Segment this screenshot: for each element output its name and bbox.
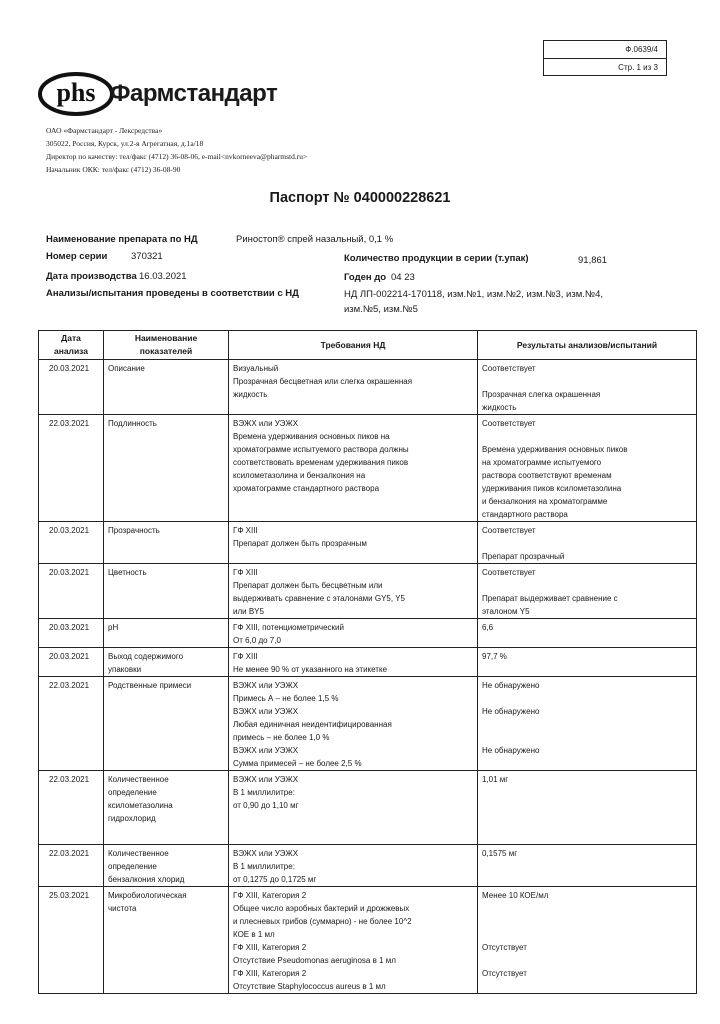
nd-reference-line2: изм.№5, изм.№5 bbox=[344, 304, 418, 315]
cell-requirements-line: Прозрачная бесцветная или слегка окрашенная bbox=[233, 377, 413, 386]
cell-requirements-line: и плесневых грибов (суммарно) - не более 10^2 bbox=[233, 917, 412, 926]
cell-result-line bbox=[482, 954, 692, 967]
cell-result-line bbox=[482, 375, 692, 388]
cell-requirements-line: Препарат должен быть прозрачным bbox=[233, 539, 367, 548]
cell-result bbox=[478, 887, 697, 994]
col-header-results: Результаты анализов/испытаний bbox=[478, 331, 697, 360]
cell-indicator-line: Микробиологическая bbox=[108, 891, 187, 900]
series-label: Номер серии bbox=[46, 251, 108, 262]
cell-indicator-line: Подлинность bbox=[108, 419, 157, 428]
company-logo bbox=[38, 70, 278, 122]
cell-indicator-line: Родственные примеси bbox=[108, 681, 192, 690]
cell-requirements-line: от 0,1275 до 0,1725 мг bbox=[233, 875, 317, 884]
cell-indicator bbox=[104, 360, 229, 415]
cell-requirements-line: ГФ XIII, Категория 2 bbox=[233, 969, 307, 978]
cell-result-line: Прозрачная слегка окрашенная bbox=[482, 390, 601, 399]
cell-requirements-line: ВЭЖХ или УЭЖХ bbox=[233, 746, 299, 755]
cell-requirements-line: Визуальный bbox=[233, 364, 279, 373]
cell-result-line: Соответствует bbox=[482, 568, 536, 577]
cell-indicator bbox=[104, 771, 229, 845]
table-row bbox=[39, 619, 697, 648]
cell-indicator bbox=[104, 522, 229, 564]
cell-result-line: эталоном Y5 bbox=[482, 607, 530, 616]
cell-requirements-line: ВЭЖХ или УЭЖХ bbox=[233, 419, 299, 428]
cell-requirements-line: Примесь А – не более 1,5 % bbox=[233, 694, 339, 703]
table-header-row bbox=[39, 331, 697, 360]
cell-indicator-line: Количественное bbox=[108, 775, 169, 784]
cell-requirements-line: Отсутствие Pseudomonas aeruginosa в 1 мл bbox=[233, 956, 396, 965]
cell-date: 22.03.2021 bbox=[39, 415, 104, 522]
table-row bbox=[39, 677, 697, 771]
cell-result-line bbox=[482, 915, 692, 928]
cell-indicator-line: определение bbox=[108, 862, 157, 871]
cell-requirements-line: От 6,0 до 7,0 bbox=[233, 636, 281, 645]
cell-result-line: стандартного раствора bbox=[482, 510, 568, 519]
cell-requirements-line: хроматограмме испытуемого раствора должны bbox=[233, 445, 409, 454]
cell-result bbox=[478, 619, 697, 648]
cell-result-line: 1,01 мг bbox=[482, 775, 509, 784]
form-code-box bbox=[543, 40, 667, 76]
cell-requirements bbox=[229, 648, 478, 677]
drug-value: Риностоп® спрей назальный, 0,1 % bbox=[236, 234, 394, 245]
cell-result-line bbox=[482, 430, 692, 443]
cell-indicator-line: Цветность bbox=[108, 568, 147, 577]
cell-result-line: Соответствует bbox=[482, 364, 536, 373]
cell-date: 20.03.2021 bbox=[39, 522, 104, 564]
cell-requirements-line: ГФ XIII bbox=[233, 568, 258, 577]
cell-result-line: Менее 10 КОЕ/мл bbox=[482, 891, 549, 900]
cell-requirements-line: Любая единичная неидентифицированная bbox=[233, 720, 392, 729]
cell-requirements bbox=[229, 845, 478, 887]
expiry-label: Годен до bbox=[344, 272, 387, 283]
cell-requirements-line: КОЕ в 1 мл bbox=[233, 930, 275, 939]
cell-indicator bbox=[104, 845, 229, 887]
cell-indicator bbox=[104, 564, 229, 619]
cell-requirements-line: ГФ XIII bbox=[233, 652, 258, 661]
quantity-value: 91,861 bbox=[578, 255, 608, 266]
cell-result-line: удерживания пиков ксилометазолина bbox=[482, 484, 622, 493]
cell-requirements-line: хроматограмме стандартного раствора bbox=[233, 484, 380, 493]
cell-requirements bbox=[229, 360, 478, 415]
cell-requirements bbox=[229, 771, 478, 845]
cell-result-line bbox=[482, 928, 692, 941]
cell-result-line: Препарат прозрачный bbox=[482, 552, 565, 561]
cell-requirements-line: Сумма примесей – не более 2,5 % bbox=[233, 759, 362, 768]
cell-requirements bbox=[229, 677, 478, 771]
cell-result-line: Не обнаружено bbox=[482, 746, 540, 755]
cell-indicator-line: упаковки bbox=[108, 665, 142, 674]
cell-result-line: Соответствует bbox=[482, 419, 536, 428]
table-row bbox=[39, 648, 697, 677]
cell-requirements-line: Общее число аэробных бактерий и дрожжевых bbox=[233, 904, 410, 913]
production-date-label: Дата производства bbox=[46, 271, 137, 282]
company-address: 305022, Россия, Курск, ул.2-я Агрегатная, д.1а/18 bbox=[46, 139, 204, 148]
cell-date: 22.03.2021 bbox=[39, 677, 104, 771]
cell-requirements-line: Препарат должен быть бесцветным или bbox=[233, 581, 383, 590]
drug-label: Наименование препарата по НД bbox=[46, 234, 198, 245]
phs-logo-icon bbox=[38, 70, 114, 116]
cell-result bbox=[478, 564, 697, 619]
cell-indicator-line: Прозрачность bbox=[108, 526, 160, 535]
cell-requirements-line: от 0,90 до 1,10 мг bbox=[233, 801, 299, 810]
cell-indicator-line: pH bbox=[108, 623, 119, 632]
cell-indicator-line: чистота bbox=[108, 904, 137, 913]
cell-result-line: 97,7 % bbox=[482, 652, 507, 661]
cell-indicator bbox=[104, 648, 229, 677]
table-row bbox=[39, 845, 697, 887]
expiry-value: 04 23 bbox=[391, 272, 415, 283]
brand-name: Фармстандарт bbox=[110, 80, 278, 107]
nd-reference-line1: НД ЛП-002214-170118, изм.№1, изм.№2, изм.№3, изм.№4, bbox=[344, 289, 604, 300]
cell-requirements-line: ГФ XIII, потенциометрический bbox=[233, 623, 344, 632]
cell-requirements-line: ГФ XIII bbox=[233, 526, 258, 535]
cell-date: 20.03.2021 bbox=[39, 648, 104, 677]
cell-result-line: раствора соответствуют временам bbox=[482, 471, 612, 480]
passport-title: Паспорт № 040000228621 bbox=[269, 190, 451, 206]
cell-result-line bbox=[482, 579, 692, 592]
cell-date: 20.03.2021 bbox=[39, 564, 104, 619]
cell-requirements-line: ВЭЖХ или УЭЖХ bbox=[233, 707, 299, 716]
company-details bbox=[46, 124, 307, 176]
cell-requirements-line: жидкость bbox=[233, 390, 268, 399]
cell-date: 22.03.2021 bbox=[39, 771, 104, 845]
cell-requirements-line: ксилометазолина и бензалкония на bbox=[233, 471, 366, 480]
cell-indicator-line: бензалкония хлорид bbox=[108, 875, 185, 884]
cell-result-line bbox=[482, 692, 692, 705]
cell-indicator bbox=[104, 677, 229, 771]
cell-indicator-line: Выход содержимого bbox=[108, 652, 184, 661]
cell-result-line: и бензалкония на хроматограмме bbox=[482, 497, 608, 506]
cell-requirements-line: соответствовать временам удерживания пиков bbox=[233, 458, 409, 467]
col-header-indicator: Наименование показателей bbox=[104, 331, 229, 360]
production-date-value: 16.03.2021 bbox=[139, 271, 187, 282]
cell-result-line: 6,6 bbox=[482, 623, 494, 632]
cell-date: 25.03.2021 bbox=[39, 887, 104, 994]
cell-requirements-line: ГФ XIII, Категория 2 bbox=[233, 943, 307, 952]
cell-date: 20.03.2021 bbox=[39, 360, 104, 415]
cell-result-line bbox=[482, 537, 692, 550]
cell-requirements-line: Не менее 90 % от указанного на этикетке bbox=[233, 665, 388, 674]
cell-requirements-line: В 1 миллилитре: bbox=[233, 788, 295, 797]
cell-requirements-line: ВЭЖХ или УЭЖХ bbox=[233, 775, 299, 784]
cell-indicator-line: гидрохлорид bbox=[108, 814, 156, 823]
page-number: Стр. 1 из 3 bbox=[618, 63, 658, 72]
logo-mark-text: phs bbox=[56, 78, 96, 107]
table-row bbox=[39, 887, 697, 994]
cell-indicator bbox=[104, 887, 229, 994]
cell-requirements-line: выдерживать сравнение с эталонами GY5, Y5 bbox=[233, 594, 405, 603]
form-code: Ф.0639/4 bbox=[544, 41, 666, 59]
cell-result-line: Не обнаружено bbox=[482, 707, 540, 716]
table-row bbox=[39, 360, 697, 415]
cell-result bbox=[478, 771, 697, 845]
table-row bbox=[39, 415, 697, 522]
cell-requirements bbox=[229, 619, 478, 648]
table-row bbox=[39, 564, 697, 619]
cell-result-line: Отсутствует bbox=[482, 943, 527, 952]
cell-result-line: Не обнаружено bbox=[482, 681, 540, 690]
cell-result bbox=[478, 522, 697, 564]
analyses-label: Анализы/испытания проведены в соответствии с НД bbox=[46, 288, 299, 299]
series-value: 370321 bbox=[131, 251, 163, 262]
cell-date: 22.03.2021 bbox=[39, 845, 104, 887]
cell-indicator-line: ксилометазолина bbox=[108, 801, 173, 810]
cell-requirements-line: ВЭЖХ или УЭЖХ bbox=[233, 849, 299, 858]
cell-indicator-line: Описание bbox=[108, 364, 145, 373]
company-okk: Начальник ОКК: тел/факс (4712) 36-08-90 bbox=[46, 165, 181, 174]
cell-requirements bbox=[229, 415, 478, 522]
cell-result bbox=[478, 360, 697, 415]
cell-result-line: жидкость bbox=[482, 403, 517, 412]
cell-requirements-line: Времена удерживания основных пиков на bbox=[233, 432, 390, 441]
quantity-label: Количество продукции в серии (т.упак) bbox=[344, 253, 529, 264]
cell-result-line bbox=[482, 718, 692, 731]
table-row bbox=[39, 771, 697, 845]
col-header-requirements: Требования НД bbox=[229, 331, 478, 360]
cell-result bbox=[478, 415, 697, 522]
company-name: ОАО «Фармстандарт - Лексредства» bbox=[46, 126, 163, 135]
cell-requirements-line: ГФ XIII, Категория 2 bbox=[233, 891, 307, 900]
cell-result-line: Соответствует bbox=[482, 526, 536, 535]
company-director: Директор по качеству: тел/факс (4712) 36-08-06, e-mail<nvkorneeva@pharmstd.ru> bbox=[46, 152, 308, 161]
cell-date: 20.03.2021 bbox=[39, 619, 104, 648]
cell-indicator bbox=[104, 415, 229, 522]
cell-result-line: 0,1575 мг bbox=[482, 849, 518, 858]
cell-result-line: Времена удерживания основных пиков bbox=[482, 445, 628, 454]
cell-requirements bbox=[229, 522, 478, 564]
table-row bbox=[39, 522, 697, 564]
cell-result-line: Препарат выдерживает сравнение с bbox=[482, 594, 618, 603]
cell-result-line: на хроматограмме испытуемого bbox=[482, 458, 602, 467]
cell-result bbox=[478, 677, 697, 771]
results-table bbox=[38, 330, 697, 994]
cell-requirements-line: В 1 миллилитре: bbox=[233, 862, 295, 871]
cell-result-line bbox=[482, 731, 692, 744]
col-header-date: Дата анализа bbox=[39, 331, 104, 360]
cell-result-line bbox=[482, 902, 692, 915]
cell-requirements-line: Отсутствие Staphylococcus aureus в 1 мл bbox=[233, 982, 386, 991]
cell-indicator-line: Количественное bbox=[108, 849, 169, 858]
cell-indicator bbox=[104, 619, 229, 648]
cell-indicator-line: определение bbox=[108, 788, 157, 797]
cell-result bbox=[478, 648, 697, 677]
cell-result bbox=[478, 845, 697, 887]
cell-requirements bbox=[229, 564, 478, 619]
cell-requirements-line: ВЭЖХ или УЭЖХ bbox=[233, 681, 299, 690]
cell-result-line: Отсутствует bbox=[482, 969, 527, 978]
cell-requirements bbox=[229, 887, 478, 994]
cell-requirements-line: примесь – не более 1,0 % bbox=[233, 733, 330, 742]
cell-requirements-line: или BY5 bbox=[233, 607, 264, 616]
